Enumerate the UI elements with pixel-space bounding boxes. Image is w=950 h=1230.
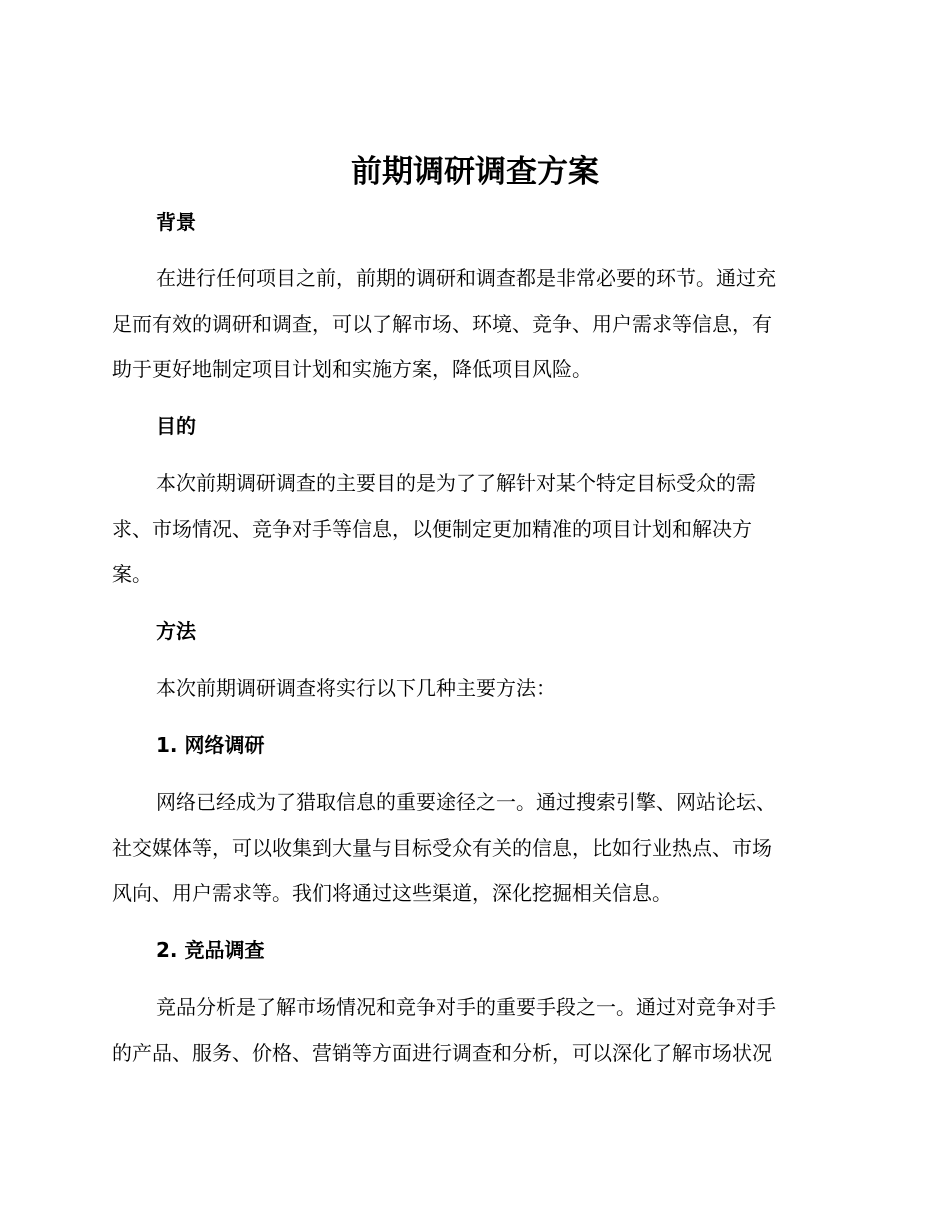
section-paragraph-competitor-research (112, 985, 832, 1076)
paragraph-line: 案。 (112, 562, 152, 587)
paragraph-line: 在进行任何项目之前，前期的调研和调查都是非常必要的环节。通过充 (156, 266, 776, 290)
section-paragraph-background (112, 256, 832, 393)
paragraph-line: 风向、用户需求等。我们将通过这些渠道，深化挖掘相关信息。 (112, 881, 672, 906)
document-title: 前期调研调查方案 (351, 154, 599, 190)
paragraph-line: 本次前期调研调查的主要目的是为了了解针对某个特定目标受众的需 (156, 471, 756, 495)
section-paragraph-web-research (112, 780, 832, 917)
paragraph-line: 竞品分析是了解市场情况和竞争对手的重要手段之一。通过对竞争对手 (156, 995, 776, 1019)
section-heading-web-research: 1. 网络调研 (156, 733, 265, 757)
paragraph-line: 本次前期调研调查将实行以下几种主要方法： (156, 676, 556, 700)
section-heading-background: 背景 (156, 210, 196, 234)
paragraph-line: 助于更好地制定项目计划和实施方案，降低项目风险。 (112, 357, 592, 382)
section-paragraph-purpose (112, 461, 832, 598)
section-heading-competitor-research: 2. 竞品调查 (156, 938, 265, 962)
paragraph-line: 网络已经成为了猎取信息的重要途径之一。通过搜索引擎、网站论坛、 (156, 790, 776, 814)
paragraph-line: 社交媒体等，可以收集到大量与目标受众有关的信息，比如行业热点、市场 (112, 835, 772, 860)
section-paragraph-method (112, 666, 832, 712)
paragraph-line: 的产品、服务、价格、营销等方面进行调查和分析，可以深化了解市场状况 (112, 1040, 772, 1065)
paragraph-line: 求、市场情况、竞争对手等信息，以便制定更加精准的项目计划和解决方 (112, 516, 752, 541)
section-heading-method: 方法 (156, 619, 196, 643)
section-heading-purpose: 目的 (156, 414, 196, 438)
paragraph-line: 足而有效的调研和调查，可以了解市场、环境、竞争、用户需求等信息，有 (112, 311, 772, 336)
